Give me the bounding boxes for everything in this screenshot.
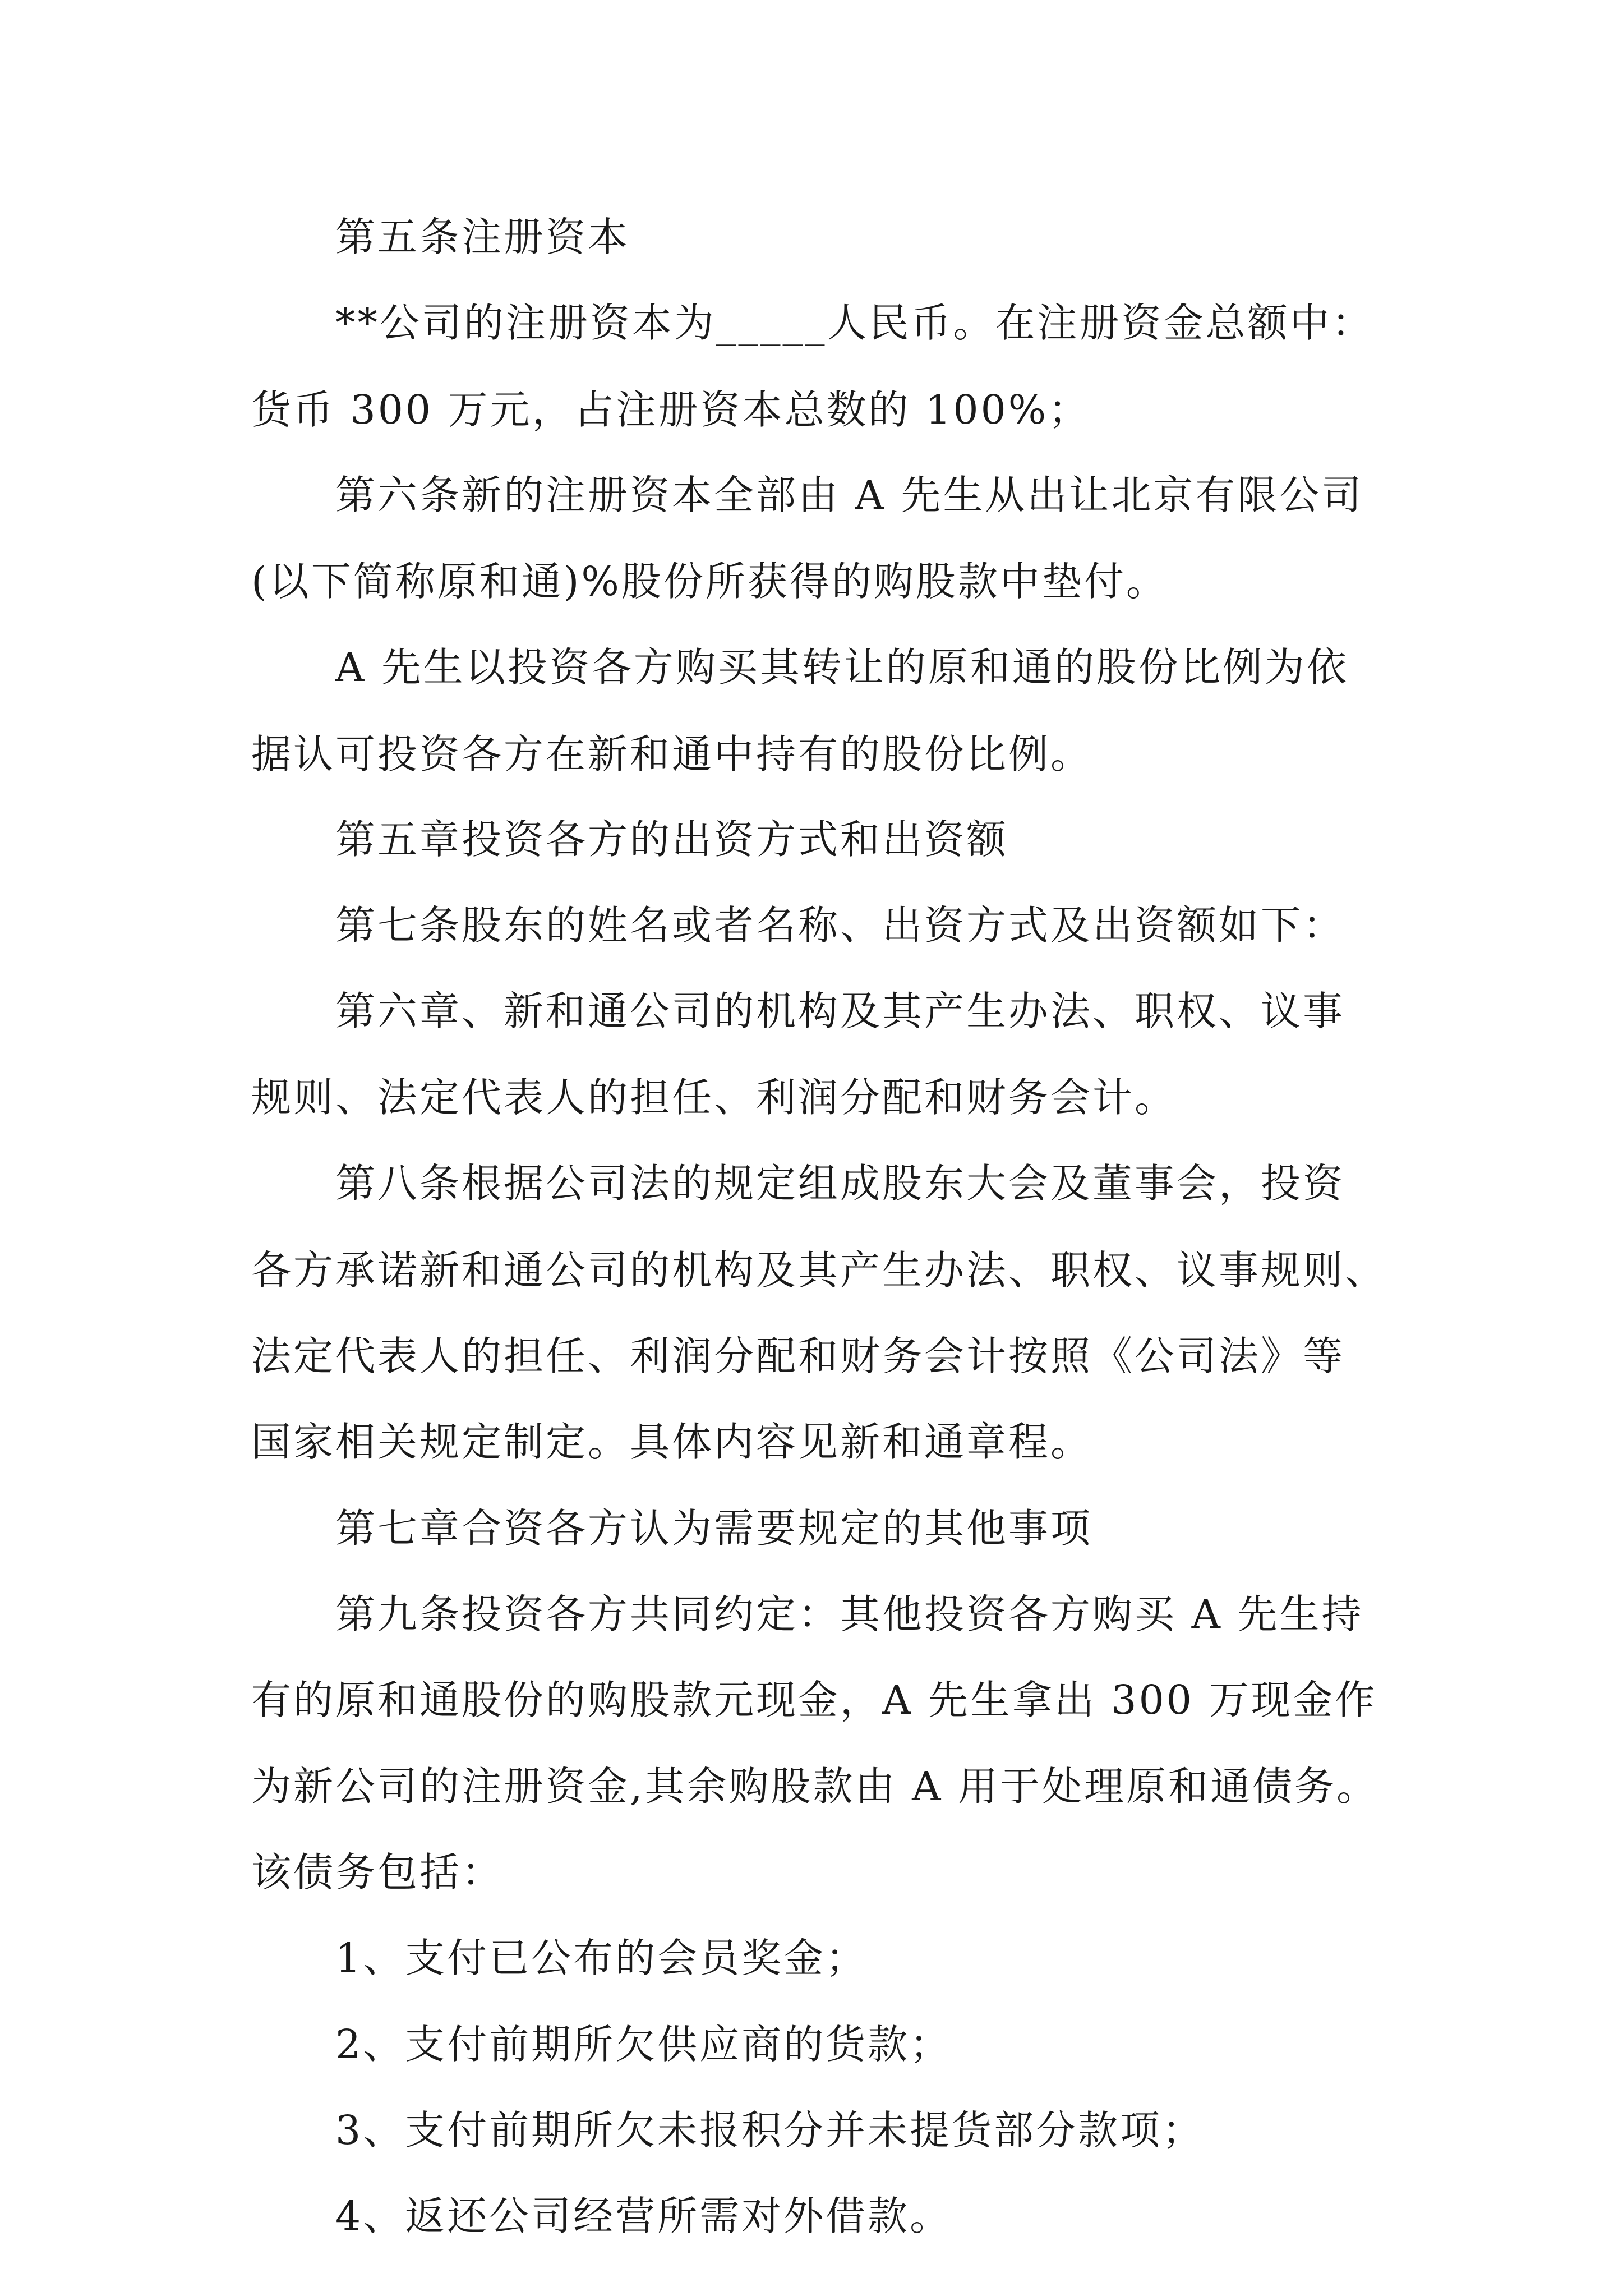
paragraph-line: 第九条投资各方共同约定：其他投资各方购买 A 先生持	[335, 1591, 1364, 1637]
chapter-5-heading: 第五章投资各方的出资方式和出资额	[335, 816, 1009, 863]
paragraph-line: 有的原和通股份的购股款元现金，A 先生拿出 300 万现金作	[251, 1677, 1377, 1723]
paragraph-line: 货币 300 万元，占注册资本总数的 100%；	[251, 386, 1091, 433]
paragraph-line: 据认可投资各方在新和通中持有的股份比例。	[251, 731, 1093, 777]
paragraph-line: (以下简称原和通)%股份所获得的购股款中垫付。	[251, 558, 1168, 605]
list-item: 3、支付前期所欠未报积分并未提货部分款项；	[335, 2107, 1205, 2154]
paragraph-line: 第六条新的注册资本全部由 A 先生从出让北京有限公司	[335, 472, 1364, 518]
paragraph-line: 法定代表人的担任、利润分配和财务会计按照《公司法》等	[251, 1333, 1345, 1379]
list-item: 2、支付前期所欠供应商的货款；	[335, 2021, 952, 2068]
paragraph-line: 该债务包括：	[251, 1849, 504, 1895]
list-item: 4、返还公司经营所需对外借款。	[335, 2193, 952, 2239]
paragraph-line: A 先生以投资各方购买其转让的原和通的股份比例为依	[335, 644, 1349, 691]
chapter-7-heading: 第七章合资各方认为需要规定的其他事项	[335, 1505, 1093, 1552]
paragraph-line: 第八条根据公司法的规定组成股东大会及董事会，投资	[335, 1160, 1345, 1207]
list-item: 1、支付已公布的会员奖金；	[335, 1935, 868, 1981]
paragraph-line: 为新公司的注册资金,其余购股款由 A 用于处理原和通债务。	[251, 1763, 1378, 1810]
paragraph-line: 第七条股东的姓名或者名称、出资方式及出资额如下：	[335, 902, 1345, 949]
paragraph-line: 国家相关规定制定。具体内容见新和通章程。	[251, 1419, 1093, 1465]
chapter-6-heading: 第六章、新和通公司的机构及其产生办法、职权、议事	[335, 988, 1345, 1034]
paragraph-line: 各方承诺新和通公司的机构及其产生办法、职权、议事规则、	[251, 1247, 1387, 1294]
paragraph-line: **公司的注册资本为_____人民币。在注册资金总额中：	[335, 300, 1374, 346]
paragraph-line: 规则、法定代表人的担任、利润分配和财务会计。	[251, 1074, 1177, 1121]
article-5-heading: 第五条注册资本	[335, 214, 630, 260]
